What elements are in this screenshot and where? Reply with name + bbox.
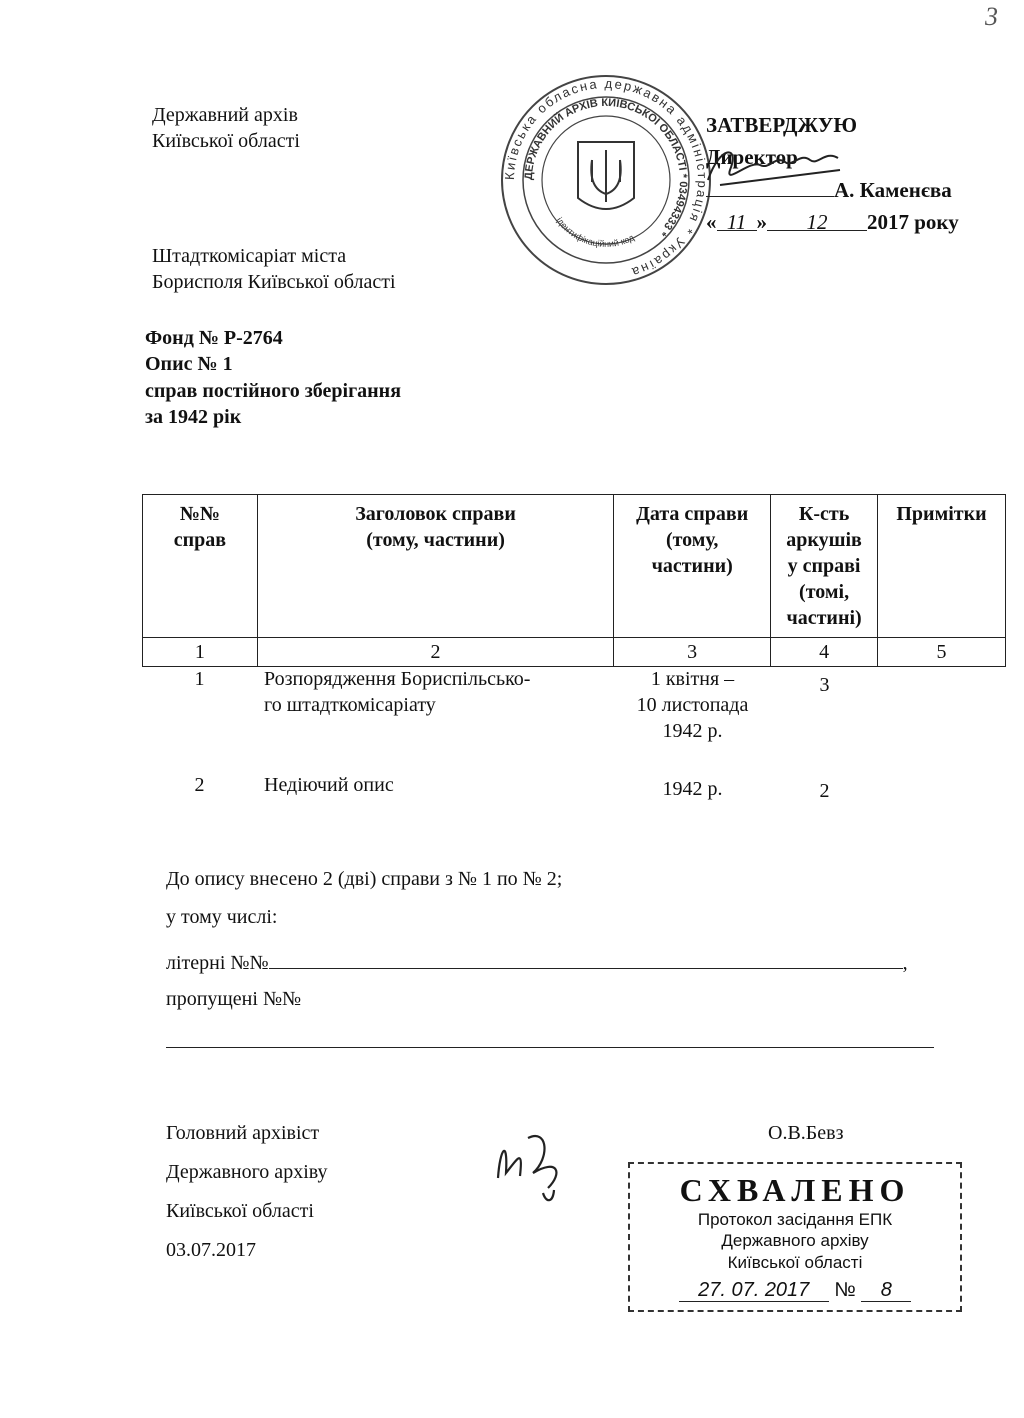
stamp-number-label: №	[834, 1278, 856, 1301]
stamp-line-3: Київської області	[727, 1252, 863, 1272]
column-number: 4	[771, 638, 878, 667]
seal-inner-text: ДЕРЖАВНИЙ АРХІВ КИЇВСЬКОЇ ОБЛАСТІ * 03494333 *	[522, 96, 690, 239]
approval-position: Директор	[706, 144, 798, 169]
compiler-block	[166, 1114, 328, 1270]
approval-name: А. Каменєва	[834, 178, 952, 203]
seal-code-text: ідентифікаційний код	[554, 215, 636, 249]
case-title: Розпорядження Бориспільсько- го штадткомісаріату	[264, 668, 531, 716]
date-quote-close: »	[756, 209, 767, 234]
approval-date	[706, 207, 959, 239]
archive-line-1: Державний архів	[152, 104, 298, 126]
case-sheets: 3	[819, 674, 830, 696]
inventory-year: за 1942 рік	[145, 406, 242, 429]
seal-outer-text: Київська обласна державна адміністрація * Україна	[501, 75, 711, 281]
archive-line-2: Київської області	[152, 130, 300, 152]
stamp-date-row	[630, 1279, 960, 1302]
header-col-1: №№ справ	[143, 495, 258, 638]
missing-blank-line	[166, 1046, 934, 1048]
archive-name	[152, 102, 300, 154]
summary-literal: літерні №№ ,	[166, 946, 908, 975]
column-number: 5	[878, 638, 1006, 667]
fund-block	[145, 325, 401, 431]
stamp-number: 8	[861, 1279, 911, 1302]
commissariat-line-2: Борисполя Київської області	[152, 271, 396, 293]
compiler-org-1: Державного архіву	[166, 1161, 328, 1183]
storage-type: справ постійного зберігання	[145, 379, 402, 402]
stamp-date: 27. 07. 2017	[679, 1279, 829, 1302]
header-col-2: Заголовок справи (тому, частини)	[257, 495, 613, 638]
commissariat-line-1: Штадткомісаріат міста	[152, 245, 347, 267]
table-header-row	[143, 495, 1006, 638]
literal-blank-line	[269, 946, 903, 969]
case-number: 1	[194, 668, 205, 690]
summary-including: у тому числі:	[166, 906, 278, 928]
inventory-number: Опис № 1	[145, 353, 233, 376]
trident-emblem-icon	[578, 142, 634, 209]
header-col-4: К-сть аркушів у справі (томі, частині)	[771, 495, 878, 638]
approval-month: 12	[767, 207, 867, 231]
fund-creator	[152, 243, 396, 295]
summary-total: До опису внесено 2 (дві) справи з № 1 по № 2;	[166, 868, 563, 890]
header-col-3: Дата справи (тому, частини)	[614, 495, 771, 638]
compiler-name: О.В.Бевз	[768, 1122, 844, 1144]
approval-day: 11	[717, 207, 757, 231]
case-sheets: 2	[819, 780, 830, 802]
compiler-signature-icon	[488, 1118, 578, 1208]
compiler-org-2: Київської області	[166, 1200, 314, 1222]
compiler-date: 03.07.2017	[166, 1239, 256, 1261]
column-number-row	[143, 638, 1006, 667]
director-signature-icon	[700, 140, 860, 200]
case-date: 1942 р.	[662, 778, 723, 800]
column-number: 2	[257, 638, 613, 667]
fund-number: Фонд № Р-2764	[145, 327, 283, 349]
case-title: Недіючий опис	[264, 774, 394, 796]
case-number: 2	[194, 774, 205, 796]
stamp-line-1: Протокол засідання ЕПК	[697, 1210, 893, 1229]
official-seal	[496, 70, 716, 290]
approval-title: ЗАТВЕРДЖУЮ	[706, 113, 857, 137]
summary-missing: пропущені №№	[166, 988, 302, 1010]
column-number: 1	[143, 638, 258, 667]
page-number: 3	[985, 2, 998, 31]
inventory-table	[142, 494, 1006, 667]
header-col-5: Примітки	[878, 495, 1006, 638]
case-date: 1 квітня – 10 листопада 1942 р.	[636, 668, 749, 742]
column-number: 3	[614, 638, 771, 667]
approval-year: 2017 року	[867, 209, 959, 234]
approval-stamp	[628, 1162, 962, 1312]
stamp-line-2: Державного архіву	[721, 1231, 869, 1251]
date-quote-open: «	[706, 209, 717, 234]
compiler-position: Головний архівіст	[166, 1122, 320, 1144]
stamp-title: СХВАЛЕНО	[679, 1172, 911, 1208]
